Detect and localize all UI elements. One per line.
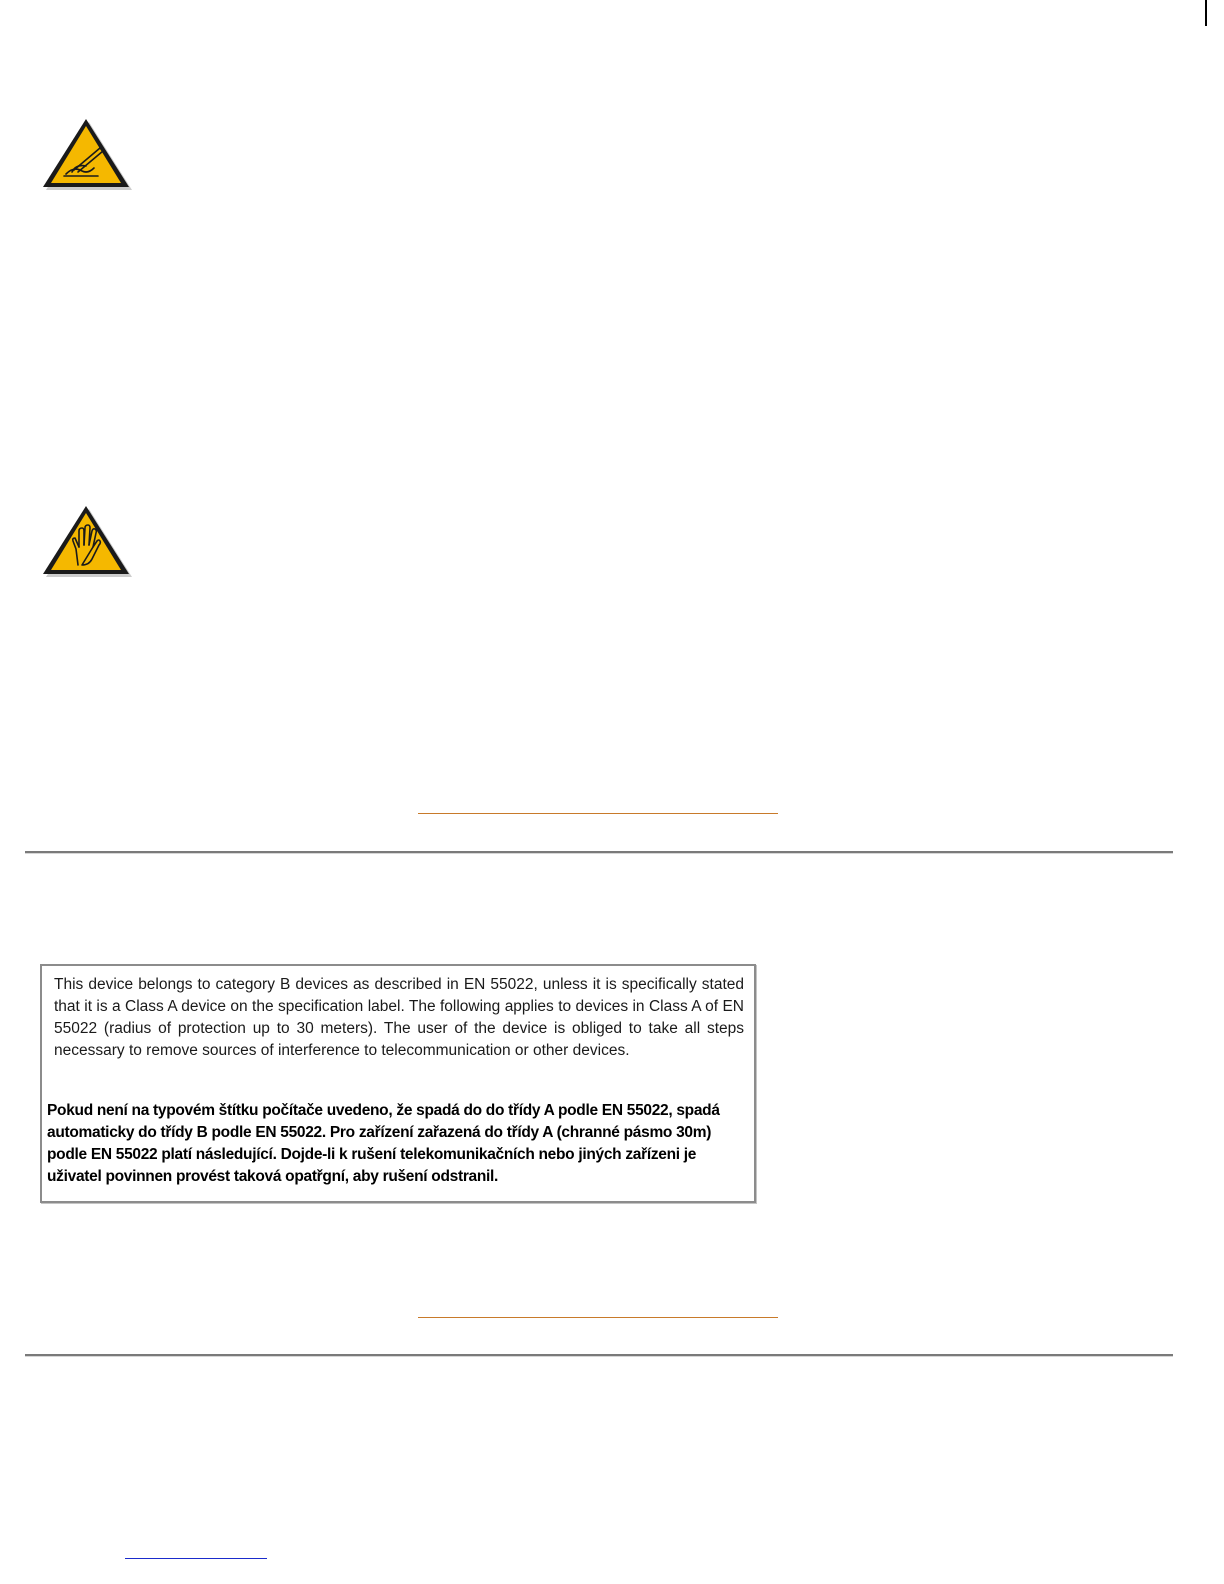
note-pencil-warning-icon — [36, 116, 136, 196]
horizontal-rule — [25, 851, 1173, 854]
notice-english-text: This device belongs to category B devices as described in EN 55022, unless it is specifically stated that it is a Class A device on the specification label. The following applies to devices in Class A of EN 55022 (radius of protection up to 30 meters). The user of the device is obliged to take all steps necessary to remove sources of interference to telecommunication or other devices. — [54, 976, 744, 1059]
notice-czech-text: Pokud není na typovém štítku počítače uvedeno, že spadá do do třídy A podle EN 55022, spadá automaticky do třídy B podle EN 55022. Pro zařízení zařazená do třídy A (chranné pásmo 30m) podle EN 55022 platí následující. Dojde-li k rušení telekomunikačních nebo jiných zařízeni je uživatel povinnen provést taková opatřgní, aby rušení odstranil. — [47, 1102, 720, 1185]
page-edge-mark — [1205, 0, 1207, 26]
caution-hand-warning-icon — [36, 503, 136, 583]
link-underline[interactable] — [125, 1558, 267, 1559]
link-underline[interactable] — [418, 1317, 778, 1318]
horizontal-rule — [25, 1354, 1173, 1357]
emc-notice-box — [40, 964, 756, 1203]
link-underline[interactable] — [418, 813, 778, 814]
